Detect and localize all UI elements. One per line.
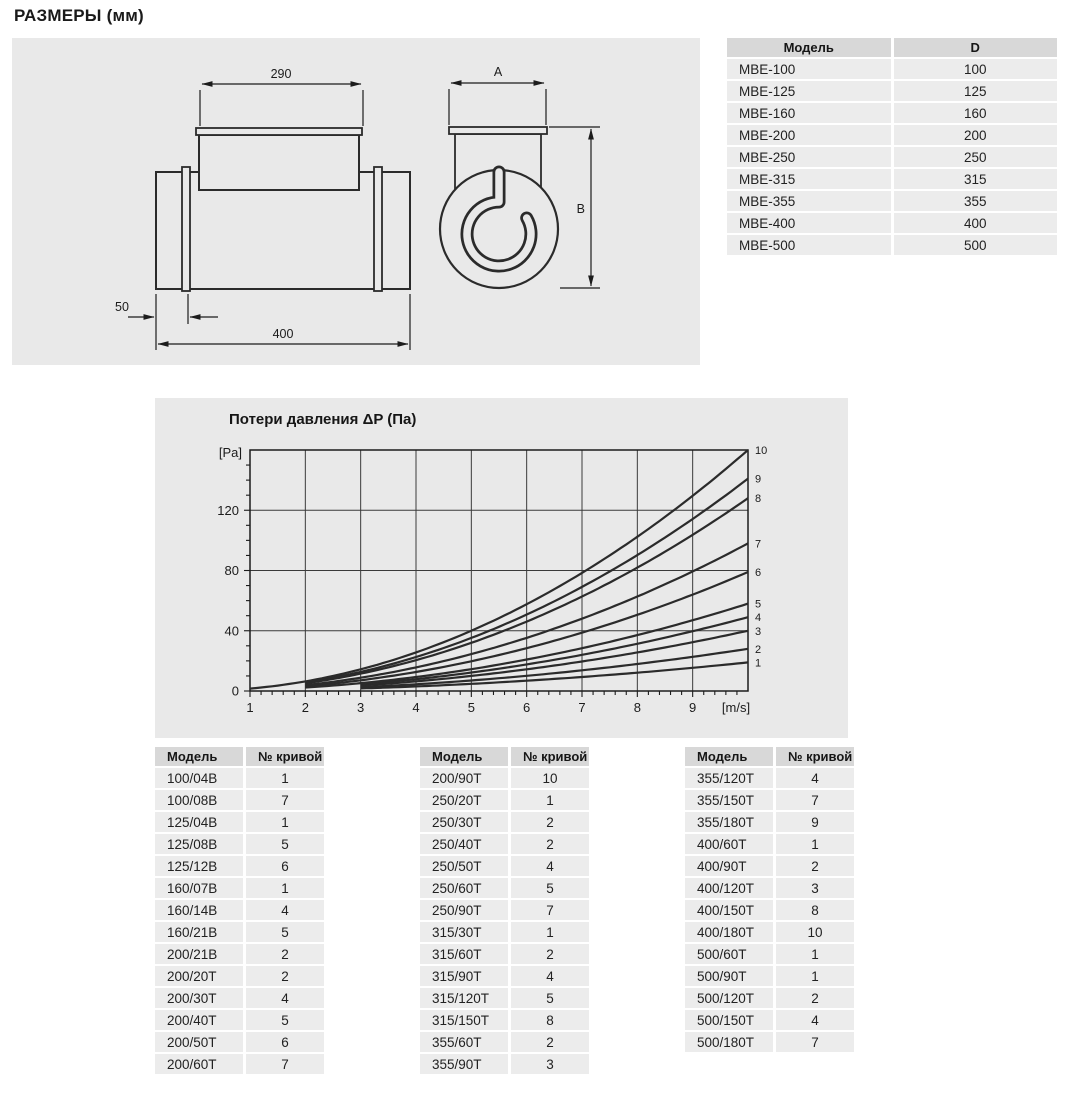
model-cell: 400/60T: [685, 834, 773, 854]
model-cell: 500/90T: [685, 966, 773, 986]
model-cell: 200/20T: [155, 966, 243, 986]
y-tick-label: 40: [224, 623, 239, 639]
table-row: [155, 944, 324, 964]
table-row: [685, 812, 854, 832]
value-cell: 6: [246, 1032, 324, 1052]
table-row: [155, 988, 324, 1008]
table-row: [685, 966, 854, 986]
model-cell: 160/14B: [155, 900, 243, 920]
model-cell: 100/08B: [155, 790, 243, 810]
column-header: № кривой: [776, 747, 854, 766]
column-header: D: [894, 38, 1058, 57]
model-cell: 500/150T: [685, 1010, 773, 1030]
model-cell: 160/21B: [155, 922, 243, 942]
model-cell: 400/120T: [685, 878, 773, 898]
model-cell: 500/120T: [685, 988, 773, 1008]
dim-a-label: A: [493, 65, 503, 79]
table-row: [685, 1032, 854, 1052]
value-cell: 7: [776, 790, 854, 810]
model-cell: 200/40T: [155, 1010, 243, 1030]
value-cell: 7: [246, 1054, 324, 1074]
y-tick-label: 120: [217, 502, 239, 518]
y-tick-label: 0: [231, 683, 239, 699]
value-cell: 6: [246, 856, 324, 876]
table-row: [727, 169, 1057, 189]
table-row: [420, 1010, 589, 1030]
table-row: [420, 1054, 589, 1074]
table-header-row: [420, 747, 589, 766]
x-tick-label: 9: [689, 700, 697, 715]
x-tick-label: 7: [578, 700, 586, 715]
table-row: [155, 1010, 324, 1030]
side-view: [156, 128, 410, 291]
table-row: [155, 834, 324, 854]
column-header: № кривой: [511, 747, 589, 766]
value-cell: 2: [511, 812, 589, 832]
model-cell: 125/12B: [155, 856, 243, 876]
model-cell: 250/30T: [420, 812, 508, 832]
model-cell: MBE-500: [727, 235, 891, 255]
model-diameter-table: [724, 36, 1060, 257]
table-header-row: [685, 747, 854, 766]
table-row: [420, 966, 589, 986]
model-cell: 250/50T: [420, 856, 508, 876]
table-row: [420, 768, 589, 788]
y-tick-label: 80: [224, 563, 239, 578]
value-cell: 250: [894, 147, 1058, 167]
table-header-row: [155, 747, 324, 766]
column-header: № кривой: [246, 747, 324, 766]
value-cell: 2: [511, 944, 589, 964]
value-cell: 10: [776, 922, 854, 942]
model-cell: 400/90T: [685, 856, 773, 876]
value-cell: 100: [894, 59, 1058, 79]
model-cell: 200/90T: [420, 768, 508, 788]
x-tick-label: 5: [467, 700, 475, 715]
table-row: [420, 944, 589, 964]
table-row: [155, 1032, 324, 1052]
x-tick-label: 4: [412, 700, 420, 715]
curve-label-2: 2: [755, 643, 762, 656]
model-cell: 500/60T: [685, 944, 773, 964]
model-cell: 250/40T: [420, 834, 508, 854]
table-row: [155, 922, 324, 942]
model-cell: 355/90T: [420, 1054, 508, 1074]
model-cell: MBE-200: [727, 125, 891, 145]
table-row: [155, 856, 324, 876]
value-cell: 125: [894, 81, 1058, 101]
y-axis-unit: [Pa]: [218, 445, 242, 460]
x-tick-label: 8: [633, 700, 641, 715]
model-cell: 200/50T: [155, 1032, 243, 1052]
table-row: [727, 81, 1057, 101]
dimension-400: [156, 294, 410, 350]
model-cell: 315/150T: [420, 1010, 508, 1030]
table-row: [685, 922, 854, 942]
value-cell: 315: [894, 169, 1058, 189]
model-cell: 250/90T: [420, 900, 508, 920]
value-cell: 4: [776, 768, 854, 788]
dim-b-label: B: [576, 202, 585, 216]
table-row: [727, 59, 1057, 79]
value-cell: 1: [246, 768, 324, 788]
curve-label-8: 8: [755, 493, 762, 506]
chart-title: Потери давления ΔP (Па): [229, 411, 417, 428]
value-cell: 2: [246, 944, 324, 964]
x-tick-label: 6: [523, 700, 531, 715]
curve-label-5: 5: [755, 598, 762, 611]
value-cell: 400: [894, 213, 1058, 233]
value-cell: 7: [511, 900, 589, 920]
table-row: [420, 922, 589, 942]
dimension-290: [200, 84, 363, 126]
curve-table-3: [682, 745, 857, 1054]
pressure-curve-10: [250, 450, 748, 689]
model-cell: 355/150T: [685, 790, 773, 810]
model-cell: 250/20T: [420, 790, 508, 810]
table-row: [420, 812, 589, 832]
model-cell: MBE-100: [727, 59, 891, 79]
value-cell: 1: [511, 790, 589, 810]
table-row: [155, 812, 324, 832]
curve-label-6: 6: [755, 567, 762, 580]
table-row: [727, 235, 1057, 255]
value-cell: 8: [511, 1010, 589, 1030]
model-cell: 125/04B: [155, 812, 243, 832]
model-cell: MBE-355: [727, 191, 891, 211]
curve-table-1: [152, 745, 327, 1076]
curve-label-1: 1: [755, 657, 762, 670]
x-tick-label: 3: [357, 700, 365, 715]
model-cell: 315/60T: [420, 944, 508, 964]
table-row: [155, 768, 324, 788]
value-cell: 2: [246, 966, 324, 986]
model-cell: 500/180T: [685, 1032, 773, 1052]
value-cell: 3: [776, 878, 854, 898]
x-axis-unit: [m/s]: [721, 700, 751, 715]
table-row: [155, 966, 324, 986]
dim-290-label: 290: [270, 67, 292, 81]
model-cell: 200/21B: [155, 944, 243, 964]
table-row: [685, 1010, 854, 1030]
table-row: [727, 103, 1057, 123]
value-cell: 4: [246, 900, 324, 920]
curve-label-9: 9: [755, 473, 762, 486]
table-row: [155, 878, 324, 898]
dimensions-drawing-panel: [12, 38, 700, 365]
value-cell: 10: [511, 768, 589, 788]
value-cell: 7: [776, 1032, 854, 1052]
model-cell: MBE-250: [727, 147, 891, 167]
table-row: [420, 988, 589, 1008]
duct-heater-drawing: [12, 38, 700, 365]
curve-label-7: 7: [755, 538, 762, 551]
dimension-50: [128, 294, 218, 324]
table-row: [685, 944, 854, 964]
dim-50-label: 50: [115, 300, 129, 314]
value-cell: 2: [511, 1032, 589, 1052]
dimension-a: [449, 83, 546, 125]
table-row: [420, 900, 589, 920]
table-row: [685, 790, 854, 810]
model-cell: 160/07B: [155, 878, 243, 898]
model-cell: 200/30T: [155, 988, 243, 1008]
model-cell: 400/150T: [685, 900, 773, 920]
table-row: [727, 125, 1057, 145]
model-cell: 355/120T: [685, 768, 773, 788]
model-cell: 315/90T: [420, 966, 508, 986]
column-header: Модель: [727, 38, 891, 57]
value-cell: 1: [776, 966, 854, 986]
value-cell: 4: [776, 1010, 854, 1030]
model-cell: 200/60T: [155, 1054, 243, 1074]
value-cell: 2: [776, 856, 854, 876]
value-cell: 3: [511, 1054, 589, 1074]
model-cell: 250/60T: [420, 878, 508, 898]
value-cell: 5: [246, 1010, 324, 1030]
model-cell: 315/120T: [420, 988, 508, 1008]
value-cell: 7: [246, 790, 324, 810]
value-cell: 200: [894, 125, 1058, 145]
value-cell: 160: [894, 103, 1058, 123]
value-cell: 355: [894, 191, 1058, 211]
value-cell: 4: [246, 988, 324, 1008]
pressure-chart-panel: [155, 398, 848, 738]
value-cell: 1: [246, 878, 324, 898]
curve-label-4: 4: [755, 612, 762, 625]
table-row: [685, 768, 854, 788]
value-cell: 1: [776, 944, 854, 964]
model-cell: 100/04B: [155, 768, 243, 788]
dimension-b: [549, 127, 600, 288]
model-cell: MBE-125: [727, 81, 891, 101]
curve-table-2: [417, 745, 592, 1076]
page-title: РАЗМЕРЫ (мм): [14, 6, 144, 25]
value-cell: 4: [511, 856, 589, 876]
x-tick-label: 2: [301, 700, 309, 715]
column-header: Модель: [420, 747, 508, 766]
table-row: [685, 988, 854, 1008]
value-cell: 1: [246, 812, 324, 832]
dim-400-label: 400: [272, 327, 294, 341]
value-cell: 500: [894, 235, 1058, 255]
table-row: [685, 900, 854, 920]
value-cell: 9: [776, 812, 854, 832]
table-row: [685, 856, 854, 876]
value-cell: 2: [511, 834, 589, 854]
table-row: [727, 213, 1057, 233]
table-row: [155, 1054, 324, 1074]
table-row: [727, 147, 1057, 167]
table-row: [420, 790, 589, 810]
table-row: [420, 834, 589, 854]
table-row: [685, 834, 854, 854]
value-cell: 4: [511, 966, 589, 986]
value-cell: 1: [776, 834, 854, 854]
table-row: [155, 900, 324, 920]
curve-label-10: 10: [755, 445, 768, 457]
value-cell: 5: [246, 922, 324, 942]
value-cell: 1: [511, 922, 589, 942]
table-row: [727, 191, 1057, 211]
column-header: Модель: [685, 747, 773, 766]
value-cell: 5: [246, 834, 324, 854]
model-cell: MBE-315: [727, 169, 891, 189]
model-cell: 400/180T: [685, 922, 773, 942]
value-cell: 2: [776, 988, 854, 1008]
model-cell: 355/60T: [420, 1032, 508, 1052]
table-row: [420, 1032, 589, 1052]
table-row: [420, 856, 589, 876]
value-cell: 8: [776, 900, 854, 920]
model-cell: MBE-160: [727, 103, 891, 123]
table-row: [685, 878, 854, 898]
pressure-loss-chart: [155, 398, 848, 738]
table-row: [420, 878, 589, 898]
value-cell: 5: [511, 878, 589, 898]
x-tick-label: 1: [246, 700, 254, 715]
curve-label-3: 3: [755, 625, 762, 638]
value-cell: 5: [511, 988, 589, 1008]
model-cell: MBE-400: [727, 213, 891, 233]
model-cell: 315/30T: [420, 922, 508, 942]
model-cell: 355/180T: [685, 812, 773, 832]
table-header-row: [727, 38, 1057, 57]
table-row: [155, 790, 324, 810]
column-header: Модель: [155, 747, 243, 766]
model-cell: 125/08B: [155, 834, 243, 854]
